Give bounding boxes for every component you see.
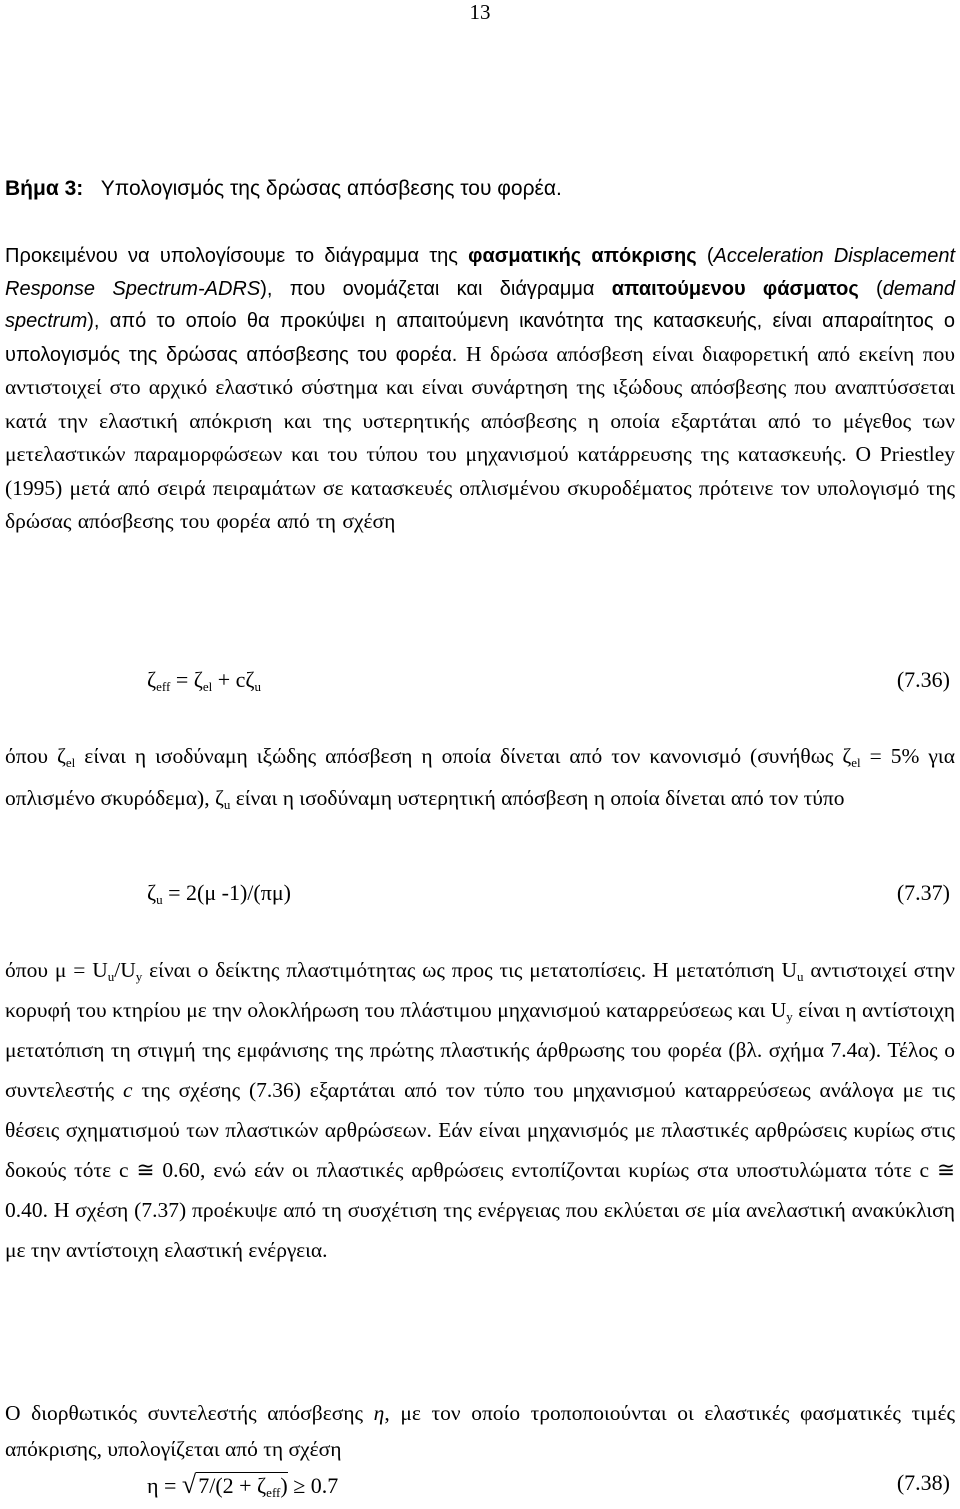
eq2-zeta: ζ — [147, 880, 157, 905]
eq1-zeta: ζ — [147, 667, 157, 692]
p3-sub-y: y — [135, 969, 143, 984]
p2-text-4: για οπλισμένο σκυρόδεμα), — [5, 744, 955, 810]
p3-U-2: U — [770, 998, 787, 1022]
p1-text-1: Προκειμένου να υπολογίσουμε το διάγραμμα της — [5, 245, 469, 267]
eq1-eq: = ζ — [170, 667, 203, 692]
eq2-rest: = 2(μ -1)/(πμ) — [162, 880, 291, 905]
eq3-close: ) — [280, 1473, 288, 1498]
sqrt-icon: √ — [181, 1470, 197, 1499]
p1-serif-text: Η δρώσα απόσβεση είναι διαφορετική από εκείνη που αντιστοιχεί στο αρχικό ελαστικό σύστημα και είναι συνάρτηση της ιξώδους απόσβεσης που αναπτύσσεται κατά την ελαστική απόκριση και της υστερητικής απόσβεσης η οποία εξαρτάται από το μέγεθος των μετελαστικών παραμορφώσεων και του τύπου του μηχανισμού κατάρρευσης της κατασκευής. Ο Priestley (1995) μετά από σειρά πειραμάτων σε κατασκευές οπλισμένου σκυροδέματος πρότεινε τον υπολογισμό της δρώσας απόσβεσης του φορέα από τη σχέση — [5, 341, 955, 533]
equation-7-36 — [147, 667, 261, 693]
p1-text-2: ( — [696, 245, 714, 267]
p3-text-7: . Η σχέση (7.37) προέκυψε από τη συσχέτιση της ενέργειας που εκλύεται σε μία ανελαστική ανακύκλιση με την αντίστοιχη ελαστική ενέργεια. — [5, 1198, 955, 1262]
eq1-plus: + cζ — [212, 667, 255, 692]
p3-sub-u-1: u — [797, 969, 804, 984]
eq2-sub-u: u — [156, 892, 163, 907]
p3-c-value-1: c ≅ 0.60 — [119, 1158, 201, 1182]
p3-U-1: U — [781, 958, 798, 982]
paragraph-3 — [5, 950, 955, 1270]
p1-text-5: ), από το οποίο θα προκύψει η απαιτούμενη ικανότητα της κατασκευής, είναι απαραίτητος ο υπολογισμός της δρώσας απόσβεσης του φορέα. — [5, 310, 955, 366]
p2-zeta-1: ζ — [57, 744, 66, 768]
p3-slash: /U — [114, 958, 136, 982]
paragraph-4 — [5, 1395, 955, 1467]
p3-sub-u: u — [107, 969, 115, 984]
eq3-inner: 7/(2 + ζ — [198, 1473, 267, 1498]
p4-text-1: Ο διορθωτικός συντελεστής απόσβεσης — [5, 1401, 374, 1425]
equation-number-7-38: (7.38) — [896, 1470, 950, 1495]
p1-bold-2: απαιτούμενου φάσματος — [611, 277, 859, 300]
p2-sub-el-1: el — [65, 755, 76, 770]
equation-number-7-37: (7.37) — [896, 880, 950, 905]
p3-text-2: είναι ο δείκτης πλαστιμότητας ως προς τις μετατοπίσεις. Η μετατόπιση — [142, 958, 782, 982]
p3-c: c — [122, 1078, 133, 1102]
p3-text-1: όπου — [5, 958, 55, 982]
p2-zeta-3: ζ — [214, 786, 224, 810]
eq3-rhs: ≥ 0.7 — [287, 1473, 339, 1498]
p3-text-6: , ενώ εάν οι πλαστικές αρθρώσεις εντοπίζονται κυρίως στα υποστυλώματα τότε — [200, 1158, 920, 1182]
p3-mu: μ = U — [54, 958, 108, 982]
p1-italic-1: Acceleration Displacement Response Spectrum-ADRS — [5, 245, 955, 300]
p3-sub-y-2: y — [786, 1009, 793, 1024]
p3-text-5: της σχέσης (7.36) εξαρτάται από τον τύπο του μηχανισμού καταρρεύσεως ανάλογα με τις θέσεις σχηματισμού των πλαστικών αρθρώσεων. Εάν είναι μηχανισμός με πλαστικές αρθρώσεις κυρίως στις δοκούς τότε — [5, 1078, 955, 1182]
paragraph-1 — [5, 240, 955, 539]
p1-bold-1: φασματικής απόκρισης — [468, 245, 697, 267]
eq3-radicand — [196, 1472, 288, 1498]
equation-7-38 — [147, 1470, 338, 1500]
p1-text-4: ( — [858, 277, 883, 300]
eq1-sub-u: u — [254, 679, 262, 694]
p3-c-value-2: c ≅ 0.40 — [5, 1158, 955, 1222]
p2-text-3: = 5% — [860, 744, 920, 768]
step-label: Βήμα 3: — [5, 177, 84, 200]
p2-sub-el-2: el — [851, 755, 861, 770]
p1-italic-2: demand spectrum — [5, 277, 955, 332]
eq3-sub-eff: eff — [266, 1485, 281, 1500]
page-number: 13 — [469, 0, 491, 24]
equation-7-37 — [147, 880, 291, 906]
step-title: Υπολογισμός της δρώσας απόσβεσης του φορέα. — [100, 177, 562, 200]
p2-text-2: είναι η ισοδύναμη ιξώδης απόσβεση η οποία δίνεται από τον κανονισμό (συνήθως — [75, 744, 843, 768]
p2-text-1: όπου — [5, 744, 57, 768]
equation-number-7-36: (7.36) — [896, 667, 950, 692]
p4-eta: η — [373, 1401, 385, 1425]
p2-text-5: είναι η ισοδύναμη υστερητική απόσβεση η οποία δίνεται από τον τύπο — [230, 786, 845, 810]
p2-zeta-2: ζ — [842, 744, 852, 768]
p3-text-3: αντιστοιχεί στην κορυφή του κτηρίου με την ολοκλήρωση του πλάστιμου μηχανισμού καταρρεύσεως και — [5, 958, 955, 1022]
paragraph-2 — [5, 735, 955, 819]
p2-sub-u: u — [223, 797, 231, 812]
p1-text-3: ), που ονομάζεται και διάγραμμα — [260, 277, 612, 300]
eq1-sub-el: el — [202, 679, 213, 694]
step-heading — [5, 176, 562, 202]
p4-text-2: , με τον οποίο τροποποιούνται οι ελαστικές φασματικές τιμές απόκρισης, υπολογίζεται από τη σχέση — [5, 1401, 955, 1461]
p3-text-4: είναι η αντίστοιχη μετατόπιση τη στιγμή της εμφάνισης της πρώτης πλαστικής άρθρωσης του φορέα (βλ. σχήμα 7.4α). Τέλος ο συντελεστής — [5, 998, 956, 1102]
eq1-sub-eff: eff — [156, 679, 171, 694]
eq3-lhs: η = — [147, 1473, 182, 1498]
